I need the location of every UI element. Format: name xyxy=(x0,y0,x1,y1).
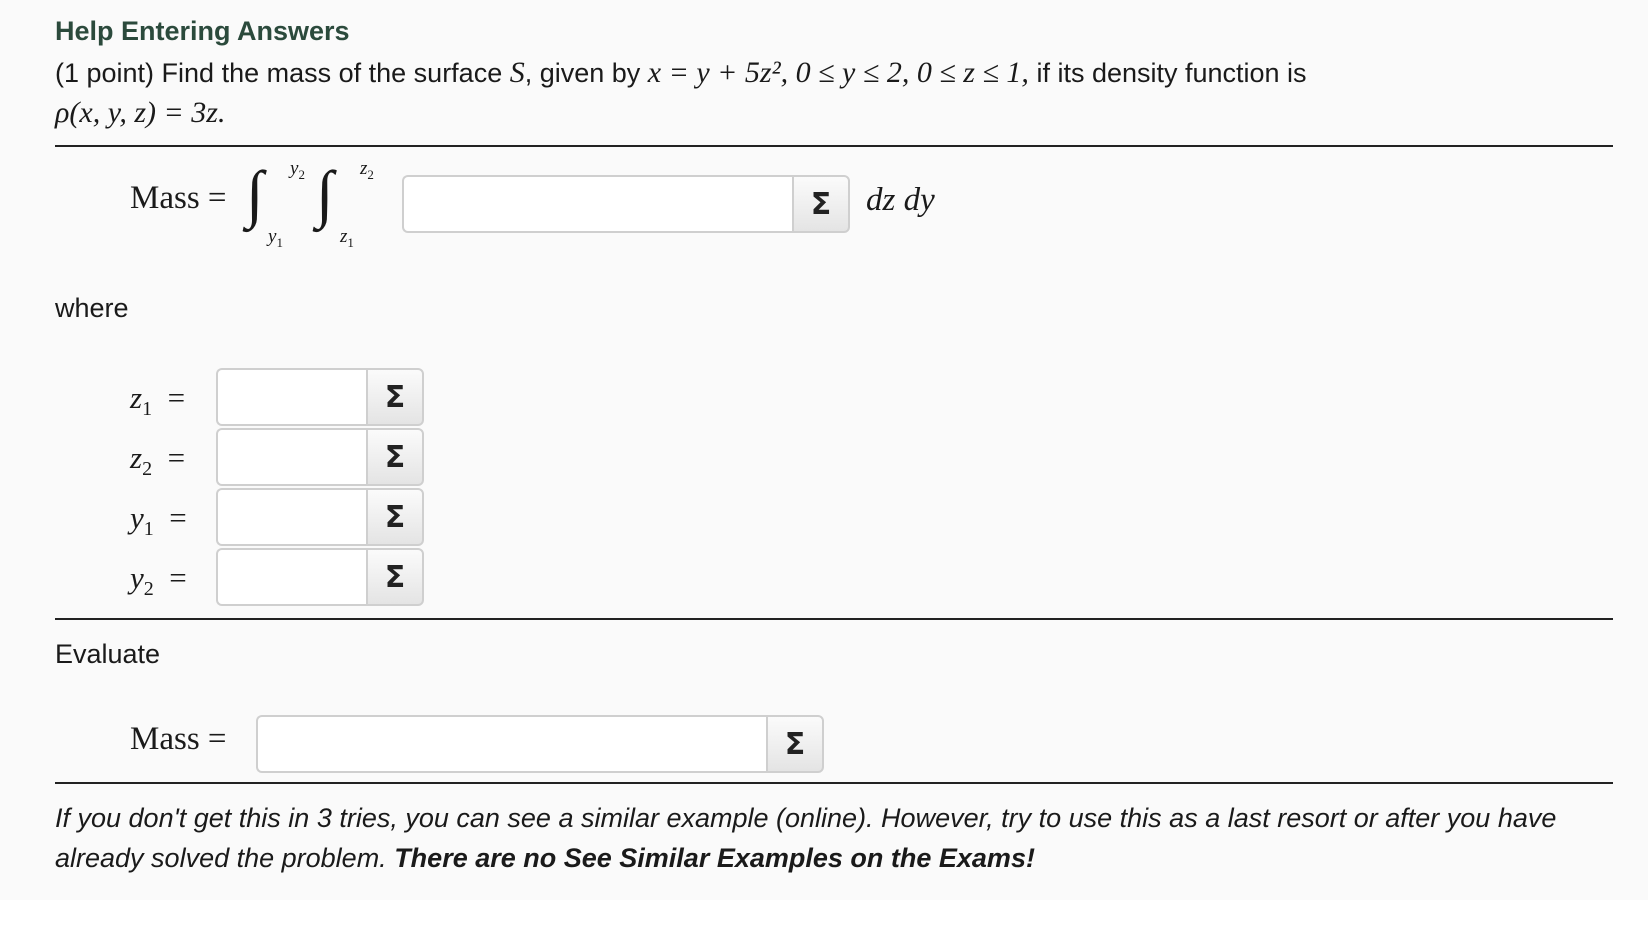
exam-warning: There are no See Similar Examples on the Exams! xyxy=(394,843,1035,873)
where-label: where xyxy=(55,293,129,323)
z2-equation-editor-button[interactable] xyxy=(366,428,424,486)
sigma-icon: Σ xyxy=(810,186,832,222)
inner-lower-limit: $z_1$ xyxy=(340,226,354,250)
mass-result-equation-editor-button[interactable] xyxy=(766,715,824,773)
inner-integral-sign: ∫ xyxy=(316,158,334,229)
z2-input[interactable] xyxy=(216,428,366,486)
z1-label: $z_1$ = xyxy=(130,380,186,421)
inner-upper-limit: $z_2$ xyxy=(360,158,374,182)
y1-input[interactable] xyxy=(216,488,366,546)
mass-result-input[interactable] xyxy=(256,715,766,773)
integrand-input[interactable] xyxy=(402,175,792,233)
z2-label: $z_2$ = xyxy=(130,440,186,481)
outer-integral-sign: ∫ xyxy=(246,158,264,229)
problem-statement-line2 xyxy=(55,96,225,130)
z1-equation-editor-button[interactable] xyxy=(366,368,424,426)
mass-label: Mass = xyxy=(130,180,227,216)
z1-input[interactable] xyxy=(216,368,366,426)
y1-equation-editor-button[interactable] xyxy=(366,488,424,546)
y1-label: $y_1$ = xyxy=(130,500,187,541)
divider xyxy=(55,782,1613,784)
problem-statement-line1 xyxy=(55,56,1307,90)
problem-text-mid: , given by xyxy=(524,58,648,88)
density-function: ρ(x, y, z) = 3z. xyxy=(55,96,226,129)
surface-equation: x = y + 5z², 0 ≤ y ≤ 2, 0 ≤ z ≤ 1, xyxy=(647,56,1029,89)
integrand-equation-editor-button[interactable] xyxy=(792,175,850,233)
sigma-icon: Σ xyxy=(384,499,406,535)
footer-note-line1: If you don't get this in 3 tries, you can see a similar example (online). However, try to use this as a last resort or after you have xyxy=(55,803,1557,833)
y2-label: $y_2$ = xyxy=(130,560,187,601)
differentials: dz dy xyxy=(866,182,935,218)
sigma-icon: Σ xyxy=(384,439,406,475)
problem-text-prefix: (1 point) Find the mass of the surface xyxy=(55,58,510,88)
sigma-icon: Σ xyxy=(384,559,406,595)
evaluate-label: Evaluate xyxy=(55,639,161,669)
sigma-icon: Σ xyxy=(384,379,406,415)
outer-lower-limit: $y_1$ xyxy=(268,226,283,250)
y2-equation-editor-button[interactable] xyxy=(366,548,424,606)
divider xyxy=(55,145,1613,147)
sigma-icon: Σ xyxy=(784,726,806,762)
help-entering-answers-link[interactable]: Help Entering Answers xyxy=(55,16,350,46)
evaluate-mass-label: Mass = xyxy=(130,721,227,757)
footer-note-line2: already solved the problem. There are no See Similar Examples on the Exams! xyxy=(55,843,1035,873)
y2-input[interactable] xyxy=(216,548,366,606)
divider xyxy=(55,618,1613,620)
surface-symbol: S xyxy=(509,56,525,89)
outer-upper-limit: $y_2$ xyxy=(290,158,305,182)
problem-text-suffix: if its density function is xyxy=(1028,58,1307,88)
